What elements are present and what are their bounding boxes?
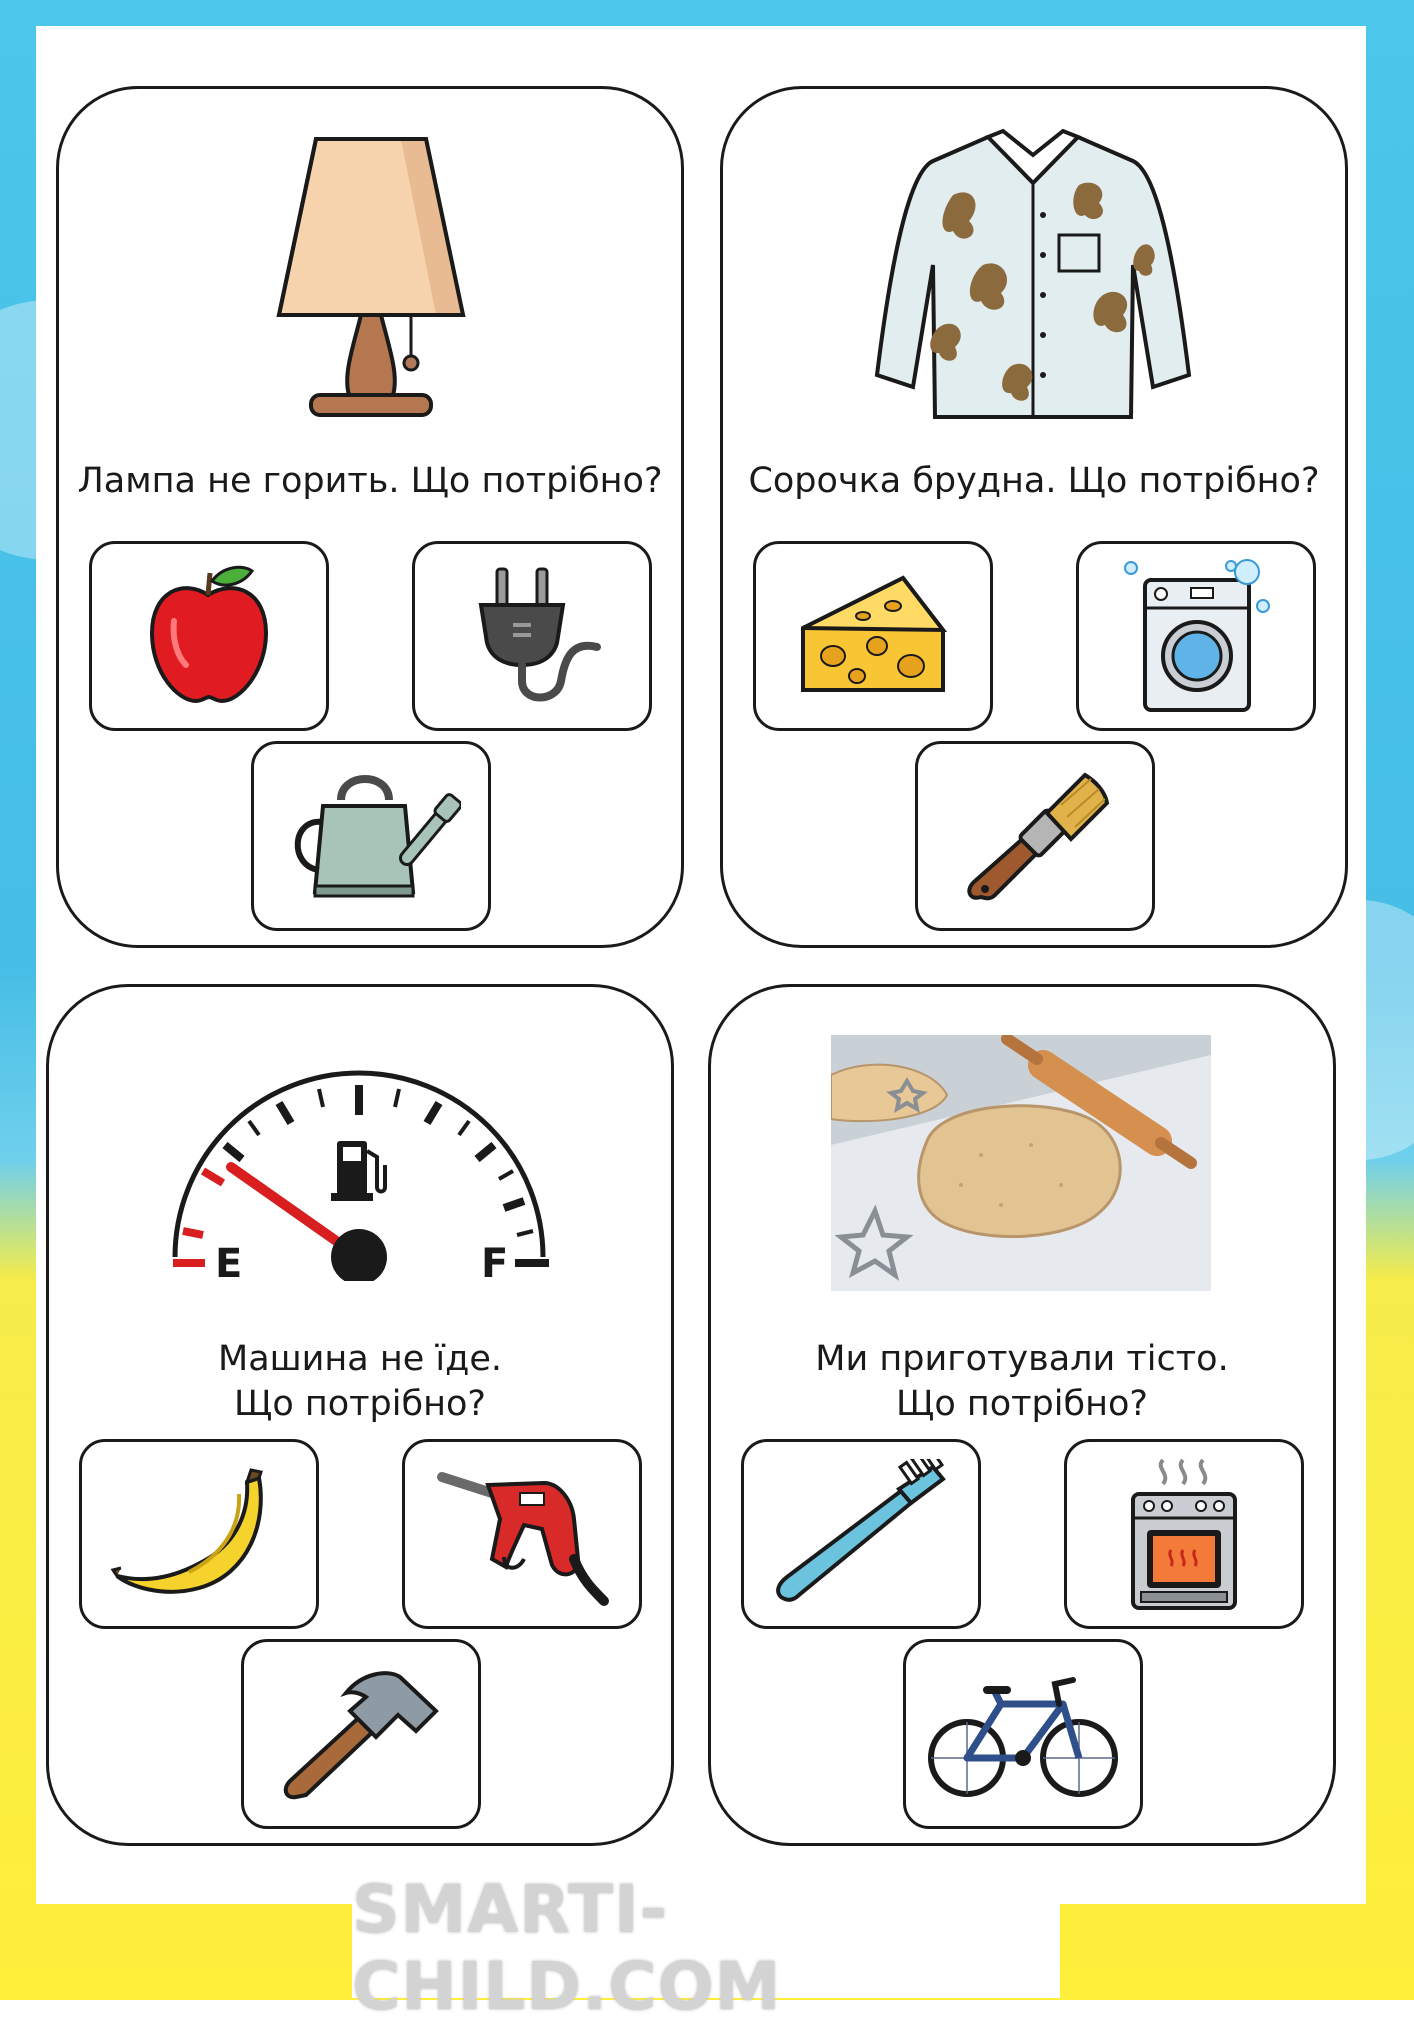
question-line-1: Машина не їде. <box>218 1339 502 1379</box>
question-line-2: Що потрібно? <box>896 1384 1148 1424</box>
watering-can-icon <box>281 766 461 906</box>
watermark-text: SMARTI-CHILD.COM <box>352 1871 782 2025</box>
card-dough <box>708 984 1336 1846</box>
option-toothbrush[interactable] <box>741 1439 981 1629</box>
option-washing-machine[interactable] <box>1076 541 1316 731</box>
table-lamp-icon <box>271 127 471 431</box>
dirty-shirt-icon <box>873 125 1193 429</box>
worksheet <box>36 26 1366 1904</box>
question-text: Сорочка брудна. Що потрібно? <box>748 461 1320 501</box>
fuel-gauge-icon <box>159 1061 559 1285</box>
washing-machine-icon <box>1121 556 1271 716</box>
question-text <box>711 1337 1333 1427</box>
toothbrush-icon <box>771 1459 951 1609</box>
gauge-full-label: F <box>481 1241 509 1281</box>
question-line-2: Що потрібно? <box>234 1384 486 1424</box>
banana-icon <box>109 1464 289 1604</box>
question-text <box>49 1337 671 1427</box>
option-bicycle[interactable] <box>903 1639 1143 1829</box>
question-text: Лампа не горить. Що потрібно? <box>77 461 663 501</box>
option-apple[interactable] <box>89 541 329 731</box>
oven-icon <box>1119 1454 1249 1614</box>
fuel-nozzle-icon <box>432 1459 612 1609</box>
paint-brush-icon <box>955 761 1115 911</box>
card-shirt <box>720 86 1348 948</box>
electric-plug-icon <box>457 561 607 711</box>
option-banana[interactable] <box>79 1439 319 1629</box>
option-hammer[interactable] <box>241 1639 481 1829</box>
question-line-1: Ми приготували тісто. <box>815 1339 1229 1379</box>
option-cheese[interactable] <box>753 541 993 731</box>
cheese-icon <box>793 566 953 706</box>
apple-icon <box>144 561 274 711</box>
bicycle-icon <box>923 1664 1123 1804</box>
card-lamp <box>56 86 684 948</box>
dough-rolling-pin-icon <box>831 1035 1211 1295</box>
card-car <box>46 984 674 1846</box>
option-watering-can[interactable] <box>251 741 491 931</box>
option-paint-brush[interactable] <box>915 741 1155 931</box>
watermark <box>352 1871 1060 2025</box>
gauge-empty-label: E <box>215 1241 243 1281</box>
option-oven[interactable] <box>1064 1439 1304 1629</box>
hammer-icon <box>276 1659 446 1809</box>
option-electric-plug[interactable] <box>412 541 652 731</box>
option-fuel-nozzle[interactable] <box>402 1439 642 1629</box>
